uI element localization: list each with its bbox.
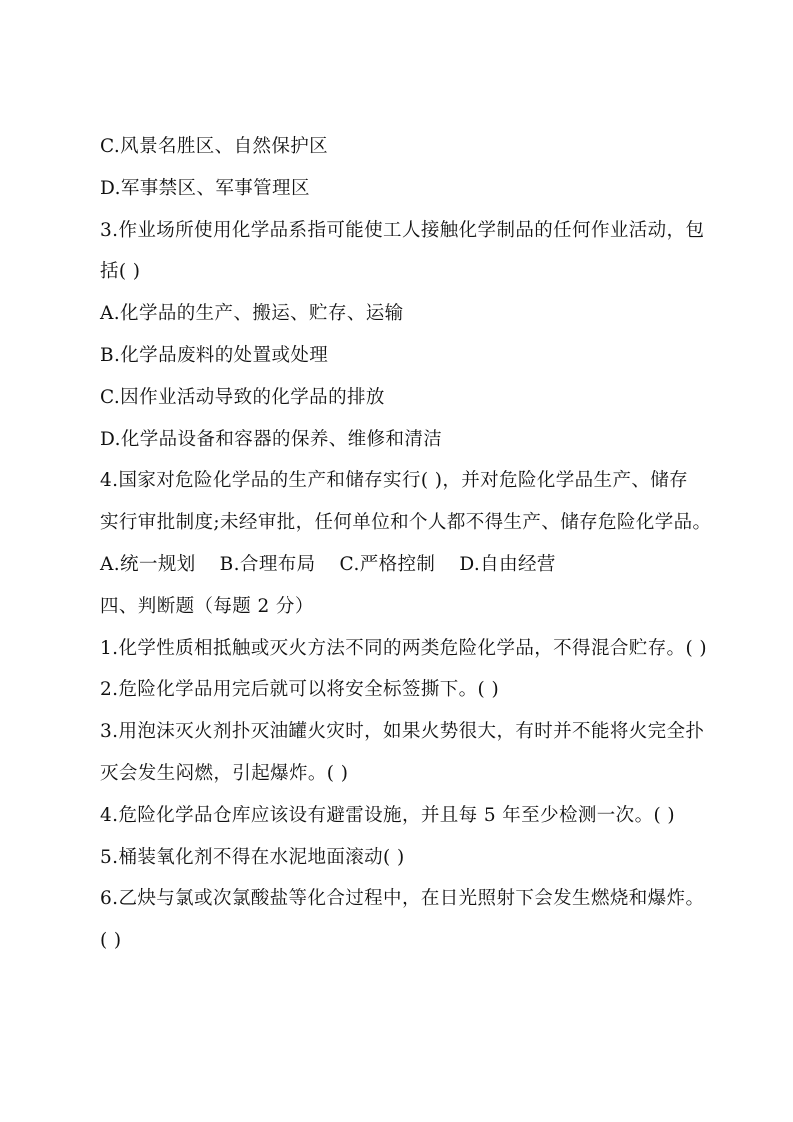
section-title-judgement: 四、判断题（每题 2 分） xyxy=(100,595,314,617)
question-3-option-d: D.化学品设备和容器的保养、维修和清洁 xyxy=(100,428,443,450)
question-4-option-a: A.统一规划 xyxy=(100,553,196,575)
question-4-options xyxy=(100,544,700,586)
judgement-question-1: 1.化学性质相抵触或灭火方法不同的两类危险化学品，不得混合贮存。( ) xyxy=(100,637,707,659)
question-4-option-c: C.严格控制 xyxy=(339,553,436,575)
judgement-question-4: 4.危险化学品仓库应该设有避雷设施，并且每 5 年至少检测一次。( ) xyxy=(100,804,676,826)
question-4-line-1: 4.国家对危险化学品的生产和储存实行( )，并对危险化学品生产、储存 xyxy=(100,470,689,492)
judgement-question-6-line-2: ( ) xyxy=(100,930,122,952)
question-3-line-1: 3.作业场所使用化学品系指可能使工人接触化学制品的任何作业活动，包 xyxy=(100,219,705,241)
judgement-question-3-line-2: 灭会发生闷燃，引起爆炸。( ) xyxy=(100,762,349,784)
judgement-question-3-line-1: 3.用泡沫灭火剂扑灭油罐火灾时，如果火势很大，有时并不能将火完全扑 xyxy=(100,721,705,743)
question-3-option-b: B.化学品废料的处置或处理 xyxy=(100,344,329,366)
option-c-prev: C.风景名胜区、自然保护区 xyxy=(100,136,329,157)
question-3-option-c: C.因作业活动导致的化学品的排放 xyxy=(100,386,385,408)
option-d-prev: D.军事禁区、军事管理区 xyxy=(100,177,310,199)
document-content xyxy=(100,126,712,962)
question-3-option-a: A.化学品的生产、搬运、贮存、运输 xyxy=(100,303,404,325)
judgement-question-6-line-1: 6.乙炔与氯或次氯酸盐等化合过程中，在日光照射下会发生燃烧和爆炸。 xyxy=(100,888,705,910)
question-4-option-d: D.自由经营 xyxy=(459,553,556,575)
question-3-line-2: 括( ) xyxy=(100,261,141,283)
question-4-line-2: 实行审批制度;未经审批，任何单位和个人都不得生产、储存危险化学品。 xyxy=(100,512,712,534)
judgement-question-5: 5.桶装氧化剂不得在水泥地面滚动( ) xyxy=(100,846,405,868)
judgement-question-2: 2.危险化学品用完后就可以将安全标签撕下。( ) xyxy=(100,679,500,701)
question-4-option-b: B.合理布局 xyxy=(219,553,316,575)
